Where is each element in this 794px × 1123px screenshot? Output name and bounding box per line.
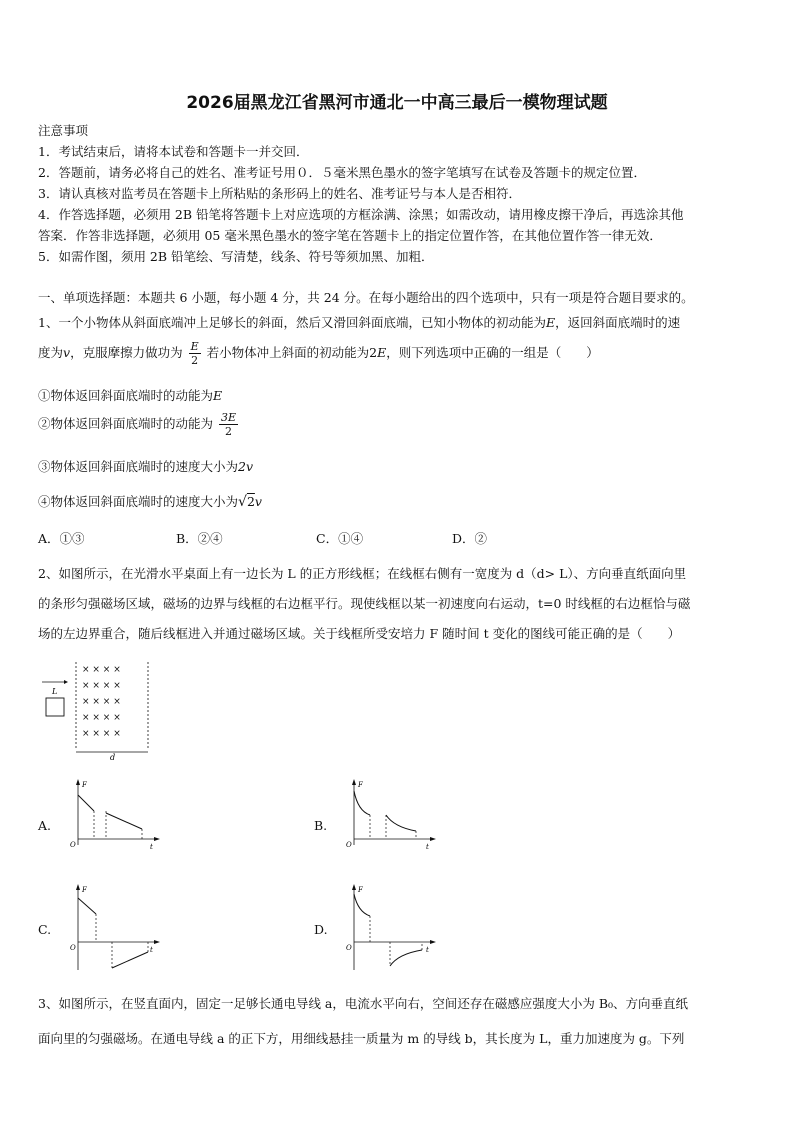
svg-text:O: O [70, 841, 76, 849]
q2-choice-b-label[interactable]: B. [314, 818, 328, 833]
svg-text:F: F [358, 781, 363, 789]
svg-text:t: t [426, 843, 429, 851]
q2-line-2: 的条形匀强磁场区域，磁场的边界与线框的右边框平行。现使线框以某一初速度向右运动，t=0 时线框的右边框恰与磁 [38, 596, 691, 611]
note-item-2: 2．答题前，请务必将自己的姓名、准考证号用０．５毫米黑色墨水的签字笔填写在试卷及答题卡的规定位置． [38, 165, 646, 180]
velocity-arrowhead [64, 680, 68, 684]
q3-line-2: 面向里的匀强磁场。在通电导线 a 的正下方，用细线悬挂一质量为 m 的导线 b，其长度为 L，重力加速度为 g。下列 [38, 1031, 685, 1046]
graph-b-seg1 [354, 791, 370, 815]
svg-text:O: O [70, 944, 76, 952]
graph-d-seg2 [390, 950, 422, 966]
q2-choice-c-label[interactable]: C. [38, 922, 52, 937]
svg-text:F: F [358, 886, 363, 894]
svg-text:× × × ×: × × × × [82, 665, 121, 675]
graph-c-seg1 [78, 898, 96, 914]
q2-graph-b[interactable] [340, 775, 440, 855]
q2-graph-d[interactable] [340, 880, 440, 972]
square-frame [46, 698, 64, 716]
q1-line-1: 1、一个小物体从斜面底端冲上足够长的斜面，然后又滑回斜面底端，已知小物体的初动能为E，返回斜面底端时的速 [38, 315, 681, 330]
q1-choice-c[interactable]: C．①④ [316, 531, 364, 546]
q2-field-figure [38, 660, 158, 762]
svg-text:× × × ×: × × × × [82, 729, 121, 739]
q1-statement-4: ④物体返回斜面底端时的速度大小为√2v [38, 494, 262, 510]
q1-choice-d[interactable]: D．② [452, 531, 488, 546]
section-heading: 一、单项选择题：本题共 6 小题，每小题 4 分，共 24 分。在每小题给出的四个选项中，只有一项是符合题目要求的。 [38, 290, 694, 305]
svg-text:F: F [82, 781, 87, 789]
q2-graph-a[interactable] [64, 775, 164, 855]
q1-fraction: $\frac{E}{2}$ [190, 340, 199, 367]
q1-choice-b[interactable]: B．②④ [176, 531, 223, 546]
q1-choice-a[interactable]: A．①③ [38, 531, 85, 546]
note-item-4: 4．作答选择题，必须用 2B 铅笔将答题卡上对应选项的方框涂满、涂黑；如需改动，请用橡皮擦干净后，再选涂其他 [38, 207, 684, 222]
graph-a-seg2 [106, 813, 142, 829]
note-item-4-cont: 答案．作答非选择题，必须用 05 毫米黑色墨水的签字笔在答题卡上的指定位置作答，在其他位置作答一律无效． [38, 228, 662, 243]
q2-graph-c[interactable] [64, 880, 164, 972]
field-crosses [82, 665, 121, 739]
graph-b-seg2 [386, 815, 416, 831]
q1-statement-3: ③物体返回斜面底端时的速度大小为2v [38, 459, 254, 474]
q1-s2-fraction: $\frac{3E}{2}$ [221, 411, 237, 438]
svg-text:t: t [150, 843, 153, 851]
q1-line-2: 度为v，克服摩擦力做功为 $\frac{E}{2}$ 若小物体冲上斜面的初动能为2E，则下列选项中正确的一组是（ ） [38, 340, 599, 367]
svg-text:O: O [346, 841, 352, 849]
graph-d-seg1 [354, 894, 370, 916]
width-label-d: d [110, 753, 116, 762]
svg-text:t: t [426, 946, 429, 954]
svg-text:t: t [150, 946, 153, 954]
page-title: 2026届黑龙江省黑河市通北一中高三最后一模物理试题 [186, 93, 608, 113]
note-item-5: 5．如需作图，须用 2B 铅笔绘、写清楚，线条、符号等须加黑、加粗． [38, 249, 434, 264]
svg-text:O: O [346, 944, 352, 952]
q2-line-3: 场的左边界重合，随后线框进入并通过磁场区域。关于线框所受安培力 F 随时间 t 变化的图线可能正确的是（ ） [38, 626, 681, 641]
q1-statement-2: ②物体返回斜面底端时的动能为 $\frac{3E}{2}$ [38, 411, 237, 438]
graph-c-seg2 [112, 952, 148, 968]
svg-text:× × × ×: × × × × [82, 681, 121, 691]
frame-label-L: L [52, 687, 58, 696]
graph-a-seg1 [78, 795, 94, 811]
svg-text:× × × ×: × × × × [82, 697, 121, 707]
q2-line-1: 2、如图所示，在光滑水平桌面上有一边长为 L 的正方形线框；在线框右侧有一宽度为 d（d> L）、方向垂直纸面向里 [38, 566, 687, 581]
note-item-3: 3．请认真核对监考员在答题卡上所粘贴的条形码上的姓名、准考证号与本人是否相符． [38, 186, 521, 201]
q2-choice-d-label[interactable]: D. [314, 922, 328, 937]
note-item-1: 1．考试结束后，请将本试卷和答题卡一并交回． [38, 144, 309, 159]
q2-choice-a-label[interactable]: A. [38, 818, 52, 833]
q1-statement-1: ①物体返回斜面底端时的动能为E [38, 388, 223, 403]
svg-text:F: F [82, 886, 87, 894]
svg-text:× × × ×: × × × × [82, 713, 121, 723]
notes-heading: 注意事项 [38, 123, 89, 138]
q3-line-1: 3、如图所示，在竖直面内，固定一足够长通电导线 a，电流水平向右，空间还存在磁感应强度大小为 B₀、方向垂直纸 [38, 996, 689, 1011]
